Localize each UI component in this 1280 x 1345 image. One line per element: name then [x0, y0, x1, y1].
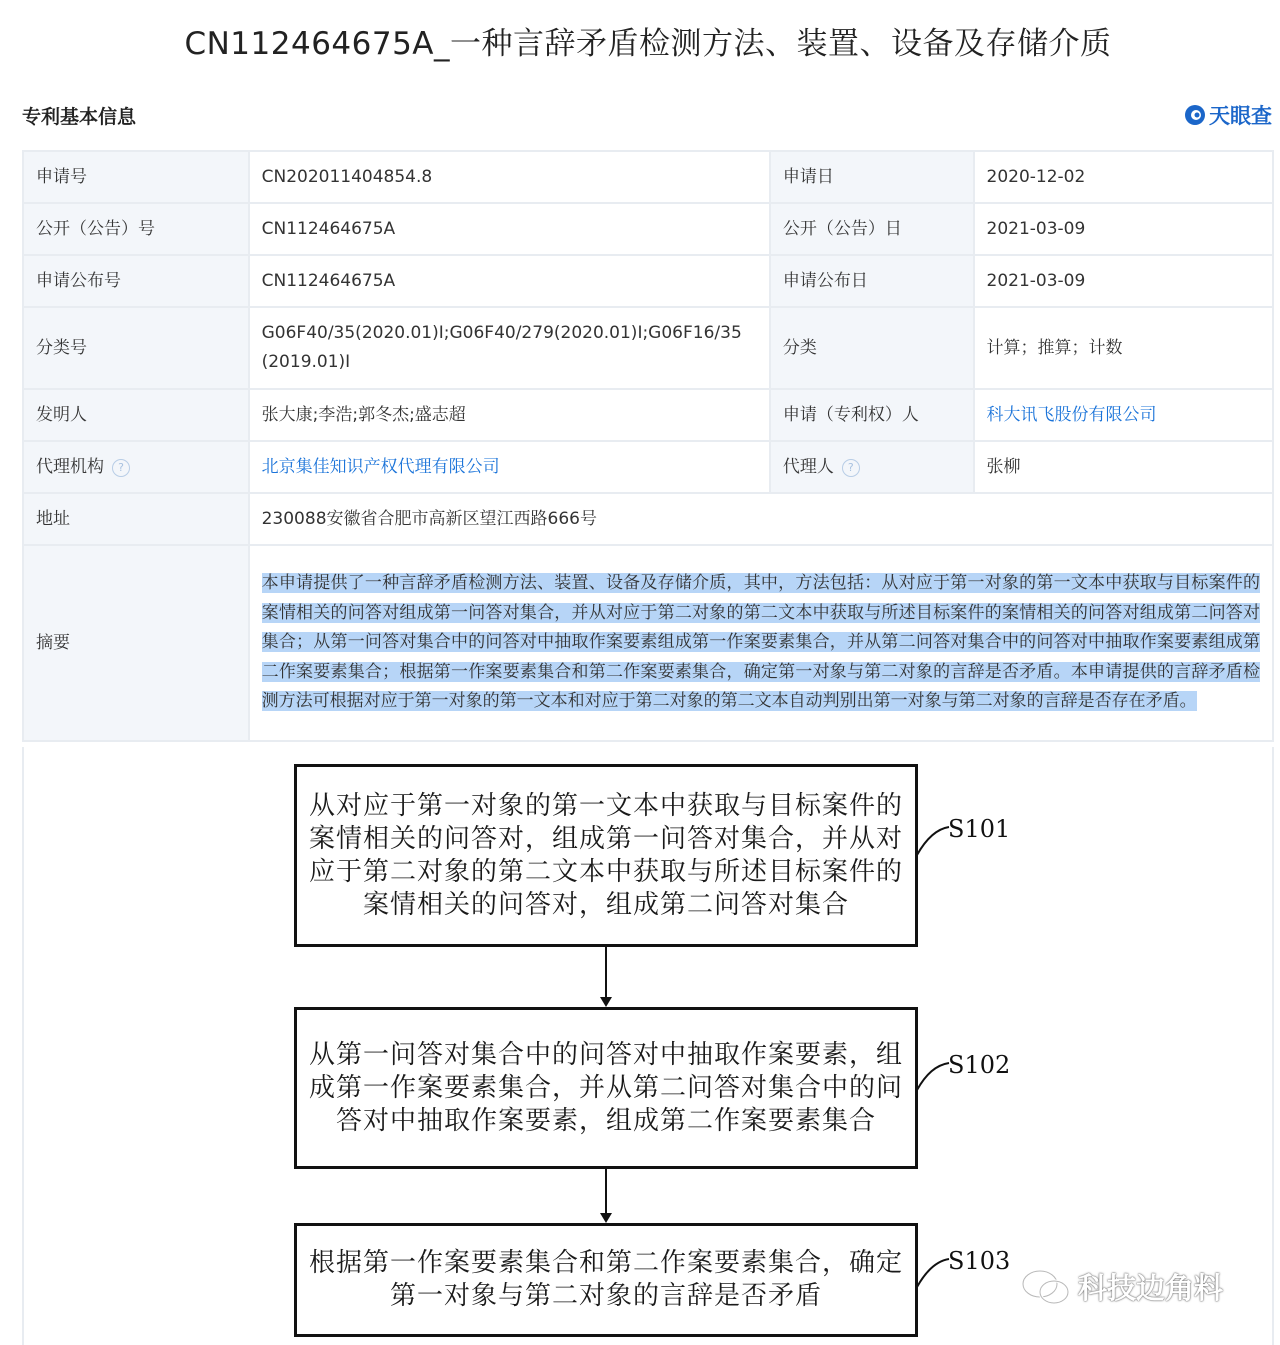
label-address: 地址	[23, 493, 249, 545]
label-agency: 代理机构	[36, 456, 104, 477]
step-text: 从对应于第一对象的第一文本中获取与目标案件的案情相关的问答对，组成第一问答对集合，并从对应于第二对象的第二文本中获取与所述目标案件的案情相关的问答对，组成第二问答对集合	[308, 790, 903, 920]
label-classification-number: 分类号	[23, 307, 249, 389]
watermark-text: 科技边角料	[1078, 1271, 1224, 1305]
value-application-date: 2020-12-02	[974, 151, 1274, 203]
label-app-pub-date: 申请公布日	[770, 255, 974, 307]
abstract-text: 本申请提供了一种言辞矛盾检测方法、装置、设备及存储介质，其中，方法包括：从对应于第一对象的第一文本中获取与目标案件的案情相关的问答对组成第一问答对集合，并从对应于第二对象的第二文本中获取与所述目标案件的案情相关的问答对组成第二问答对集合；从第一问答对集合中的问答对中抽取作案要素组成第一作案要素集合，并从第二问答对集合中的问答对中抽取作案要素组成第二作案要素集合；根据第一作案要素集合和第二作案要素集合，确定第一对象与第二对象的言辞是否矛盾。本申请提供的言辞矛盾检测方法可根据对应于第一对象的第一文本和对应于第二对象的第二文本自动判别出第一对象与第二对象的言辞是否存在矛盾。	[261, 573, 1260, 712]
agency-link[interactable]: 北京集佳知识产权代理有限公司	[261, 456, 500, 477]
help-icon[interactable]: ?	[112, 459, 130, 477]
brand-name: 天眼查	[1209, 104, 1272, 128]
value-address: 230088安徽省合肥市高新区望江西路666号	[249, 493, 1273, 545]
value-abstract-cell	[249, 545, 1273, 741]
label-publication-date: 公开（公告）日	[770, 203, 974, 255]
value-agency[interactable]	[249, 441, 770, 493]
wechat-icon	[1020, 1267, 1072, 1307]
value-inventors: 张大康;李浩;郭冬杰;盛志超	[249, 389, 770, 441]
step-leader-line	[917, 1063, 949, 1090]
table-row	[23, 151, 1273, 203]
label-inventors: 发明人	[23, 389, 249, 441]
label-agent: 代理人	[782, 456, 834, 477]
step-label: S103	[948, 1247, 1011, 1275]
value-classification-number: G06F40/35(2020.01)I;G06F40/279(2020.01)I;G06F16/35(2019.01)I	[249, 307, 770, 389]
table-row	[23, 493, 1273, 545]
flowchart-figure	[22, 747, 1274, 1345]
value-application-number: CN202011404854.8	[249, 151, 770, 203]
flow-step-box	[294, 1223, 918, 1337]
flow-step-box	[294, 764, 918, 947]
value-publication-number: CN112464675A	[249, 203, 770, 255]
help-icon[interactable]: ?	[842, 459, 860, 477]
label-applicant: 申请（专利权）人	[770, 389, 974, 441]
label-application-number: 申请号	[23, 151, 249, 203]
value-app-pub-number: CN112464675A	[249, 255, 770, 307]
label-publication-number: 公开（公告）号	[23, 203, 249, 255]
step-label: S101	[948, 815, 1011, 843]
table-row	[23, 441, 1273, 493]
step-text: 根据第一作案要素集合和第二作案要素集合，确定第一对象与第二对象的言辞是否矛盾	[308, 1248, 903, 1311]
table-row	[23, 203, 1273, 255]
eye-logo-icon	[1183, 103, 1207, 127]
label-agency-cell	[23, 441, 249, 493]
watermark	[1020, 1266, 1223, 1307]
table-row	[23, 307, 1273, 389]
value-publication-date: 2021-03-09	[974, 203, 1274, 255]
flow-step-box	[294, 1007, 918, 1169]
label-app-pub-number: 申请公布号	[23, 255, 249, 307]
table-row	[23, 545, 1273, 741]
label-agent-cell	[770, 441, 974, 493]
value-classification: 计算；推算；计数	[974, 307, 1274, 389]
arrow-head-icon	[600, 997, 612, 1007]
label-classification: 分类	[770, 307, 974, 389]
label-abstract: 摘要	[23, 545, 249, 741]
section-title: 专利基本信息	[22, 106, 137, 128]
patent-info-table	[22, 150, 1274, 742]
arrow-head-icon	[600, 1213, 612, 1223]
page-title: CN112464675A_一种言辞矛盾检测方法、装置、设备及存储介质	[184, 26, 1112, 62]
brand-logo[interactable]	[1183, 100, 1272, 130]
step-leader-line	[917, 1259, 949, 1287]
value-agent: 张柳	[974, 441, 1274, 493]
step-leader-line	[917, 827, 949, 855]
applicant-link[interactable]: 科大讯飞股份有限公司	[986, 404, 1157, 425]
step-label: S102	[948, 1051, 1011, 1079]
step-text: 从第一问答对集合中的问答对中抽取作案要素，组成第一作案要素集合，并从第二问答对集合中的问答对中抽取作案要素，组成第二作案要素集合	[308, 1039, 903, 1136]
value-app-pub-date: 2021-03-09	[974, 255, 1274, 307]
table-row	[23, 255, 1273, 307]
value-applicant[interactable]	[974, 389, 1274, 441]
label-application-date: 申请日	[770, 151, 974, 203]
table-row	[23, 389, 1273, 441]
